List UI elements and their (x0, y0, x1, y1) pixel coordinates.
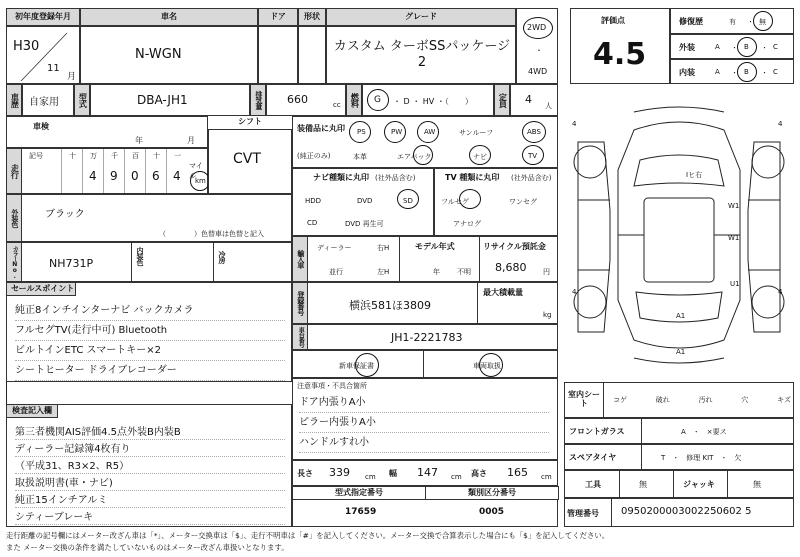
model-name-cell (80, 26, 258, 84)
color-no-block (6, 242, 292, 282)
mileage-digit-col (145, 149, 166, 193)
score-box (570, 8, 670, 84)
class-value: 0005 (479, 507, 505, 517)
glass-label: フロントガラス (569, 427, 625, 436)
int-b-circle (737, 62, 757, 82)
digit-value: 9 (110, 169, 118, 183)
length-label: 長さ (297, 469, 313, 478)
nav-hdd: HDD (305, 197, 322, 205)
text-line: 第三者機関AIS評価4.5点外装B内装B (15, 423, 285, 440)
equip-nav-circle (469, 145, 491, 165)
import-parallel: 並行 (329, 268, 343, 276)
docs-block (292, 350, 558, 378)
registration-label: 登録番号 (292, 282, 308, 324)
certs-block (292, 486, 558, 527)
mark-a1-b: A1 (676, 348, 686, 356)
spare-label: スペアタイヤ (569, 453, 617, 462)
model-year-unknown: 不明 (457, 268, 471, 276)
chassis-value: JH1-2221783 (391, 331, 463, 344)
recycle-yen: 円 (543, 268, 550, 276)
repair-label: 修復歴 (679, 17, 703, 26)
text-line: ハンドルすれ小 (299, 433, 549, 453)
digit-unit: 十 (153, 152, 160, 160)
nav-dvd-play: DVD 再生可 (345, 220, 384, 228)
mgmt-value: 0950200003002250602 5 (621, 506, 752, 517)
mark-4-bl: 4 (572, 288, 577, 296)
digit-unit: 百 (132, 152, 139, 160)
sales-title: セールスポイント (6, 282, 76, 296)
seat-item: キズ (777, 396, 791, 404)
footer-notes (6, 530, 796, 554)
jack-label: ジャッキ (683, 480, 715, 489)
equip-airbag-circle (413, 145, 433, 165)
tv-fullseg-circle (459, 189, 481, 209)
equip-tv-circle (522, 145, 544, 165)
text-line: フルセグTV(走行中可) Bluetooth (15, 321, 285, 341)
int-dot2: ・ (761, 69, 768, 77)
interior-label: 内装 (679, 68, 695, 77)
model-year-year: 年 (433, 268, 440, 276)
inspection-month: 月 (187, 136, 195, 145)
model-name-label: 車名 (80, 8, 258, 26)
equipment-title: 装備品に丸印 (297, 124, 345, 133)
mark-front-right: Iヒ右 (686, 171, 703, 179)
registration-value: 横浜581ほ3809 (349, 299, 431, 312)
reg-era-year: H30 (13, 39, 40, 54)
import-block (292, 236, 558, 282)
notes-title: 注意事項・不具合箇所 (297, 382, 367, 390)
nav-note: (社外品含む) (375, 174, 416, 182)
tv-oneseg: ワンセグ (509, 198, 537, 206)
drive-cell (516, 8, 558, 84)
fuel-g: G (374, 95, 381, 105)
inspection-cell (6, 116, 208, 148)
mgmt-row (564, 498, 794, 527)
car-damage-diagram (564, 100, 794, 372)
mileage-digit-col (124, 149, 145, 193)
height-cm: cm (541, 473, 552, 481)
car-outline (564, 100, 794, 372)
usage-cell (22, 84, 74, 116)
int-dot1: ・ (731, 69, 738, 77)
text-line: ピラー内張りA小 (299, 413, 549, 433)
equip-sunroof: サンルーフ (459, 129, 494, 137)
mileage-label: 走行 (6, 148, 22, 194)
mark-4-tl: 4 (572, 120, 577, 128)
score-label: 評価点 (601, 16, 625, 25)
tv-title: TV 種類に丸印 (445, 173, 500, 182)
digit-value: 4 (89, 169, 97, 183)
digit-unit: 万 (90, 152, 97, 160)
exterior-label: 外装 (679, 43, 695, 52)
first-reg-cell (6, 26, 80, 84)
equip-airbag: エアバック (397, 153, 432, 161)
ext-b-circle (737, 37, 757, 57)
drive-4wd: 4WD (528, 67, 548, 76)
grade-value: カスタム ターボSSパッケージ2 (333, 39, 511, 71)
seats-unit: 人 (545, 102, 552, 110)
import-lh: 左H (377, 268, 390, 276)
repair-row (670, 8, 794, 34)
equip-pw-circle (384, 121, 406, 143)
repair-no-circle (753, 11, 773, 31)
seat-item: 穴 (741, 396, 749, 404)
digit-unit: 十 (69, 152, 76, 160)
nav-cd: CD (307, 219, 318, 227)
shape-label: 形状 (298, 8, 326, 26)
text-line: 純正8インチインターナビ バックカメラ (15, 301, 285, 321)
tv-analog: アナログ (453, 220, 481, 228)
equip-aw-circle (417, 121, 439, 143)
width-value: 147 (417, 466, 438, 479)
mileage-digit-col (61, 149, 82, 193)
tools-row (564, 470, 794, 498)
tv-types (434, 168, 558, 236)
glass-row (564, 418, 794, 444)
mark-a1: A1 (676, 312, 686, 320)
digit-unit: 一 (174, 152, 181, 160)
import-label: 輸入車 (292, 236, 308, 282)
jack-value: 無 (753, 480, 761, 489)
chassis-block (292, 324, 558, 350)
inspection-label: 車検 (33, 122, 49, 131)
text-line: シートヒーター ドライブレコーダー (15, 361, 285, 381)
text-line: ドア内張りA小 (299, 393, 549, 413)
color-label: 外装色 (6, 194, 22, 242)
repair-no: 無 (759, 18, 766, 26)
seats-cell (510, 84, 558, 116)
mark-w1-b: W1 (728, 234, 740, 242)
seat-item: コゲ (613, 396, 627, 404)
glass-value: A ・ ×要ス (681, 428, 727, 436)
repair-dot: ・ (747, 18, 754, 26)
equip-nav: ナビ (473, 153, 487, 161)
width-cm: cm (451, 473, 462, 481)
ext-a: A (715, 43, 720, 51)
registration-block (292, 282, 558, 324)
drive-dot: ・ (535, 46, 543, 55)
mileage-digit-col (103, 149, 124, 193)
text-line: シティーブレーキ (15, 508, 285, 525)
inspector-title: 検査記入欄 (6, 404, 58, 418)
interior-seat-label: 室内シート (564, 382, 604, 418)
grade-cell (326, 26, 516, 84)
first-reg-label: 初年度登録年月 (6, 8, 80, 26)
max-load-kg: kg (543, 311, 552, 319)
shift-label: シフト (208, 116, 292, 130)
tv-note: (社外品含む) (511, 174, 552, 182)
digit-value: 4 (173, 169, 181, 183)
type-cell (90, 84, 250, 116)
new-guarantee: 新車保証書 (339, 362, 374, 370)
mileage-digit-col (166, 149, 187, 193)
type-value: DBA-JH1 (137, 93, 188, 107)
cc-cell (266, 84, 346, 116)
equip-abs: ABS (527, 128, 541, 136)
color-block (6, 194, 292, 242)
recycle-label: リサイクル預託金 (483, 242, 546, 251)
nav-sd: SD (403, 197, 413, 205)
door-label: ドア (258, 8, 298, 26)
manual-doc: 車両取扱 (473, 362, 501, 370)
text-line: 取扱説明書(車・ナビ) (15, 474, 285, 491)
reg-month-unit: 月 (67, 72, 77, 82)
tools-label: 工具 (585, 480, 601, 489)
equip-aw: AW (424, 128, 436, 136)
equip-ps: PS (357, 128, 366, 136)
interior-seat-items (613, 395, 791, 405)
spare-value: T ・ 修理 KIT ・ 欠 (661, 454, 742, 462)
interior-color-label: 内装色 (136, 247, 144, 265)
spare-row (564, 444, 794, 470)
spec-value: 17659 (345, 507, 377, 517)
shift-cell (208, 116, 292, 194)
mileage-km-circle (190, 171, 210, 191)
type-label: 型式 (74, 84, 90, 116)
equip-abs-circle (522, 121, 546, 143)
cc-value: 660 (287, 93, 308, 106)
seats-label: 定員 (494, 84, 510, 116)
class-label: 類別区分番号 (425, 486, 559, 500)
shift-value: CVT (233, 151, 261, 167)
mgmt-label: 管理番号 (567, 509, 599, 518)
exterior-row (670, 34, 794, 59)
nav-sd-circle (397, 189, 419, 209)
footer-line-2: また メーター交換の条件を満たしていないものはメーター改ざん車扱いとなります。 (6, 543, 289, 552)
ac-label: 冷房 (218, 251, 226, 263)
mark-w1-a: W1 (728, 202, 740, 210)
mileage-km: km (195, 177, 206, 185)
cc-label: 排気量 (250, 84, 266, 116)
repair-yes: 有 (729, 18, 736, 26)
grade-label: グレード (326, 8, 516, 26)
drive-2wd-circle (523, 17, 553, 39)
fuel-cell (362, 84, 494, 116)
recycle-value: 8,680 (495, 261, 527, 274)
inspection-year: 年 (135, 136, 143, 145)
import-rh: 右H (377, 244, 390, 252)
equip-leather: 本革 (353, 153, 367, 161)
equip-pw: PW (391, 128, 403, 136)
tools-value: 無 (639, 480, 647, 489)
text-line: ビルトインETC スマートキー×2 (15, 341, 285, 361)
inspector-block (6, 404, 292, 527)
equipment-subtitle: (純正のみ) (297, 152, 331, 160)
text-line: ディーラー記録簿4枚有り (15, 440, 285, 457)
int-a: A (715, 68, 720, 76)
fuel-label: 燃料 (346, 84, 362, 116)
digit-value: 6 (152, 169, 160, 183)
max-load-label: 最大積載量 (483, 288, 523, 297)
fuel-g-circle (367, 89, 389, 111)
score-value: 4.5 (593, 37, 647, 72)
text-line: 純正15インチアルミ (15, 491, 285, 508)
spec-label: 型式指定番号 (292, 486, 426, 500)
usage-label: 車歴 (6, 84, 22, 116)
interior-row (670, 59, 794, 84)
mileage-unit-label: マイル (189, 162, 203, 180)
color-value: ブラック (45, 209, 85, 220)
chassis-label: 車台番号 (292, 324, 308, 350)
interior-seat-row (564, 382, 794, 418)
ext-dot2: ・ (761, 44, 768, 52)
equip-ps-circle (349, 121, 371, 143)
usage-value: 自家用 (29, 97, 59, 108)
color-change-note: （ ）色替車は色替と記入 (159, 230, 264, 238)
model-year-label: モデル年式 (415, 242, 455, 251)
length-value: 339 (329, 466, 350, 479)
shape-cell (298, 26, 326, 84)
equip-tv: TV (528, 152, 538, 160)
int-c: C (773, 68, 778, 76)
nav-title: ナビ種類に丸印 (313, 173, 369, 182)
footer-line-1: 走行距離の記号欄にはメーター改ざん車は「*」、メーター交換車は「$」、走行不明車は「#」を記入してください。メーター交換で合算表示した場合にも「$」を記入してください。 (6, 531, 610, 540)
sales-block (6, 282, 292, 382)
ext-c: C (773, 43, 778, 51)
mileage-block (6, 148, 208, 194)
digit-unit: 千 (111, 152, 118, 160)
seat-item: 汚れ (698, 396, 713, 404)
fuel-options: ・ D ・ HV ・（ ） (393, 97, 473, 106)
import-dealer: ディーラー (317, 244, 352, 252)
seats-value: 4 (525, 93, 532, 106)
seat-item: 破れ (655, 396, 670, 404)
ext-dot1: ・ (731, 44, 738, 52)
color-no-label: カラーNo. (6, 242, 22, 282)
nav-types (292, 168, 434, 236)
tv-fullseg: フルセグ (441, 198, 469, 206)
reg-month: 11 (47, 63, 60, 74)
height-label: 高さ (471, 469, 487, 478)
new-guarantee-circle (355, 353, 379, 377)
mileage-digits (61, 149, 189, 193)
mileage-record-label: 記号 (29, 152, 43, 160)
model-name-value: N-WGN (135, 47, 182, 62)
manual-doc-circle (479, 353, 503, 377)
length-cm: cm (365, 473, 376, 481)
mark-4-br: 4 (778, 288, 783, 296)
equipment-block (292, 116, 558, 168)
color-no-value: NH731P (49, 257, 94, 270)
cc-unit: cc (333, 101, 341, 109)
width-label: 幅 (389, 469, 397, 478)
int-b: B (744, 68, 749, 76)
digit-value: 0 (131, 169, 139, 183)
height-value: 165 (507, 466, 528, 479)
nav-dvd: DVD (357, 197, 373, 205)
mileage-digit-col (82, 149, 103, 193)
text-line: （平成31、R3×2、R5） (15, 457, 285, 474)
mark-4-tr: 4 (778, 120, 783, 128)
door-cell (258, 26, 298, 84)
dims-block (292, 460, 558, 486)
ext-b: B (744, 43, 749, 51)
mark-u1: U1 (730, 280, 740, 288)
notes-block (292, 378, 558, 460)
drive-2wd: 2WD (527, 23, 547, 32)
